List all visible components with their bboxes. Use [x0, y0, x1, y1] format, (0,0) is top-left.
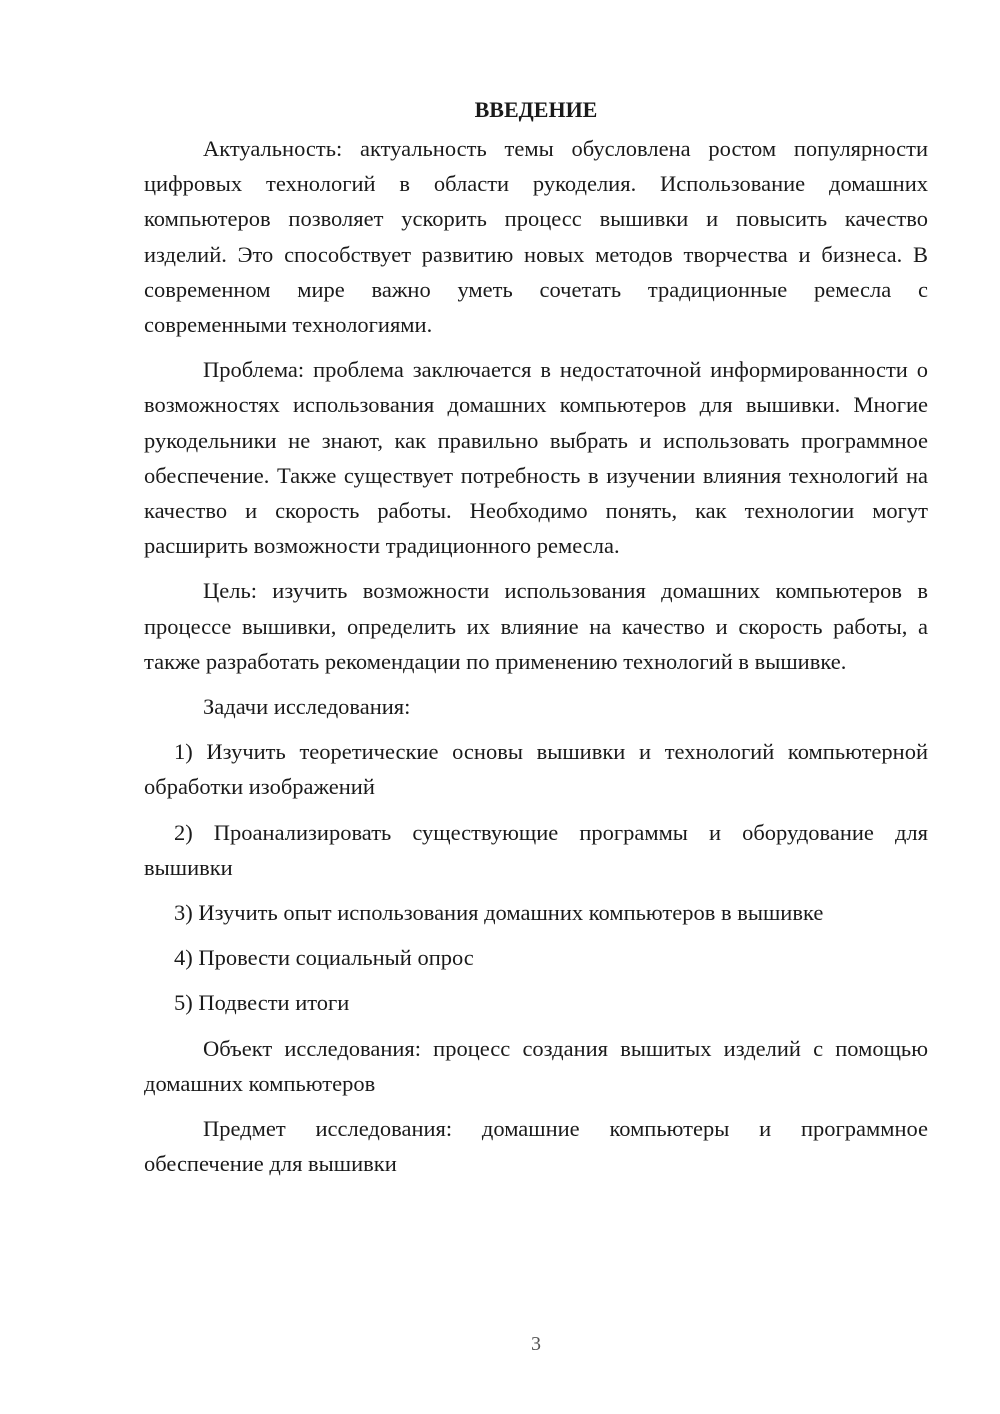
goal-paragraph: Цель: изучить возможности использования домашних компьютеров в процессе вышивки, определить их влияние на качество и скорость работы, а также разработать рекомендации по применению технологий в вышивке. — [144, 578, 928, 674]
relevance-paragraph: Актуальность: актуальность темы обусловлена ростом популярности цифровых технологий в области рукоделия. Использование домашних компьютеров позволяет ускорить процесс вышивки и повысить качество изделий. Это способствует развитию новых методов творчества и бизнеса. В современном мире важно уметь сочетать традиционные ремесла с современными технологиями. — [144, 136, 928, 338]
tasks-heading: Задачи исследования: — [203, 694, 411, 720]
task-item-1: 1) Изучить теоретические основы вышивки и технологий компьютерной обработки изображений — [144, 739, 928, 800]
subject-paragraph: Предмет исследования: домашние компьютеры и программное обеспечение для вышивки — [144, 1116, 928, 1177]
task-item-3: 3) Изучить опыт использования домашних компьютеров в вышивке — [174, 900, 824, 926]
task-item-4: 4) Провести социальный опрос — [174, 945, 474, 971]
section-title: ВВЕДЕНИЕ — [474, 97, 598, 122]
page-number: 3 — [531, 1333, 541, 1355]
problem-paragraph: Проблема: проблема заключается в недостаточной информированности о возможностях использования домашних компьютеров для вышивки. Многие рукодельники не знают, как правильно выбрать и использовать программное обеспечение. Также существует потребность в изучении влияния технологий на качество и скорость работы. Необходимо понять, как технологии могут расширить возможности традиционного ремесла. — [144, 357, 928, 559]
document-page — [144, 92, 928, 1191]
object-paragraph: Объект исследования: процесс создания вышитых изделий с помощью домашних компьютеров — [144, 1035, 928, 1096]
task-item-2: 2) Проанализировать существующие программы и оборудование для вышивки — [144, 819, 928, 880]
task-item-5: 5) Подвести итоги — [174, 990, 350, 1016]
